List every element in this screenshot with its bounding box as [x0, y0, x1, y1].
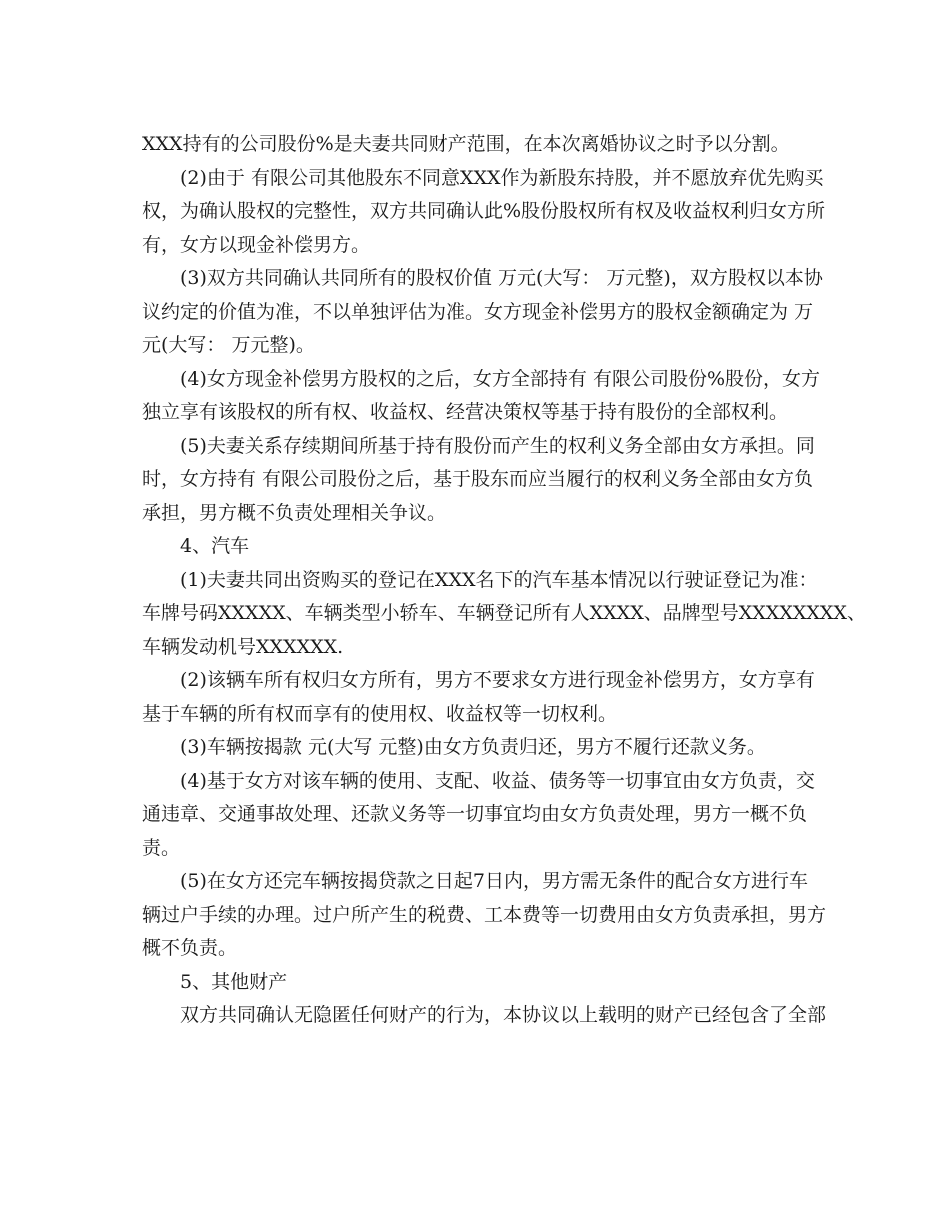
- paragraph: [142, 430, 814, 531]
- paragraph: [142, 262, 823, 363]
- text-line: (2)由于 有限公司其他股东不同意XXX作为新股东持股，并不愿放弃优先购买: [180, 166, 824, 189]
- text-line: 双方共同确认无隐匿任何财产的行为，本协议以上载明的财产已经包含了全部: [180, 1004, 827, 1026]
- text-line: 独立享有该股权的所有权、收益权、经营决策权等基于持有股份的全部权利。: [142, 401, 789, 423]
- text-line: 元(大写： 万元整)。: [142, 334, 315, 356]
- text-line: (5)在女方还完车辆按揭贷款之日起7日内，男方需无条件的配合女方进行车: [180, 870, 809, 892]
- text-line: (3)双方共同确认共同所有的股权价值 万元(大写： 万元整)，双方股权以本协: [180, 267, 823, 289]
- paragraph: [142, 731, 814, 765]
- text-line: 车牌号码XXXXX、车辆类型小轿车、车辆登记所有人XXXX、品牌型号XXXXXXXX、: [142, 602, 866, 624]
- text-line: (4)基于女方对该车辆的使用、支配、收益、债务等一切事宜由女方负责，交: [180, 769, 815, 792]
- text-line: 车辆发动机号XXXXXX.: [142, 635, 344, 658]
- paragraph: [142, 530, 814, 564]
- text-line: 基于车辆的所有权而享有的使用权、收益权等一切权利。: [142, 702, 618, 725]
- text-line: XXX持有的公司股份%是夫妻共同财产范围，在本次离婚协议之时予以分割。: [142, 133, 790, 155]
- text-line: (4)女方现金补偿男方股权的之后，女方全部持有 有限公司股份%股份，女方: [180, 367, 821, 390]
- document-body: [142, 128, 866, 1033]
- text-line: 权，为确认股权的完整性，双方共同确认此%股份股权所有权及收益权利归女方所: [142, 200, 826, 222]
- paragraph: [142, 664, 814, 731]
- text-line: (1)夫妻共同出资购买的登记在XXX名下的汽车基本情况以行驶证登记为准：: [180, 568, 818, 591]
- text-line: 概不负责。: [142, 937, 238, 959]
- text-line: 承担，男方概不负责处理相关争议。: [142, 501, 447, 524]
- paragraph: [142, 162, 826, 263]
- paragraph: [142, 865, 827, 966]
- paragraph: [142, 128, 814, 162]
- text-line: 5、其他财产: [180, 970, 288, 993]
- text-line: (2)该辆车所有权归女方所有，男方不要求女方进行现金补偿男方，女方享有: [180, 669, 815, 691]
- paragraph: [142, 363, 821, 430]
- text-line: (3)车辆按揭款 元(大写 元整)由女方负责归还，男方不履行还款义务。: [180, 736, 766, 758]
- paragraph: [142, 765, 814, 866]
- text-line: 4、汽车: [180, 535, 250, 557]
- text-line: (5)夫妻关系存续期间所基于持有股份而产生的权利义务全部由女方承担。同: [180, 434, 815, 457]
- text-line: 有，女方以现金补偿男方。: [142, 233, 371, 256]
- paragraph: [142, 564, 866, 665]
- paragraph: [142, 966, 814, 1000]
- text-line: 议约定的价值为准，不以单独评估为准。女方现金补偿男方的股权金额确定为 万: [142, 300, 814, 323]
- text-line: 时，女方持有 有限公司股份之后，基于股东而应当履行的权利义务全部由女方负: [142, 468, 814, 490]
- text-line: 辆过户手续的办理。过户所产生的税费、工本费等一切费用由女方负责承担，男方: [142, 903, 827, 926]
- text-line: 责。: [142, 836, 181, 859]
- paragraph: [142, 999, 827, 1033]
- text-line: 通违章、交通事故处理、还款义务等一切事宜均由女方负责处理，男方一概不负: [142, 803, 808, 825]
